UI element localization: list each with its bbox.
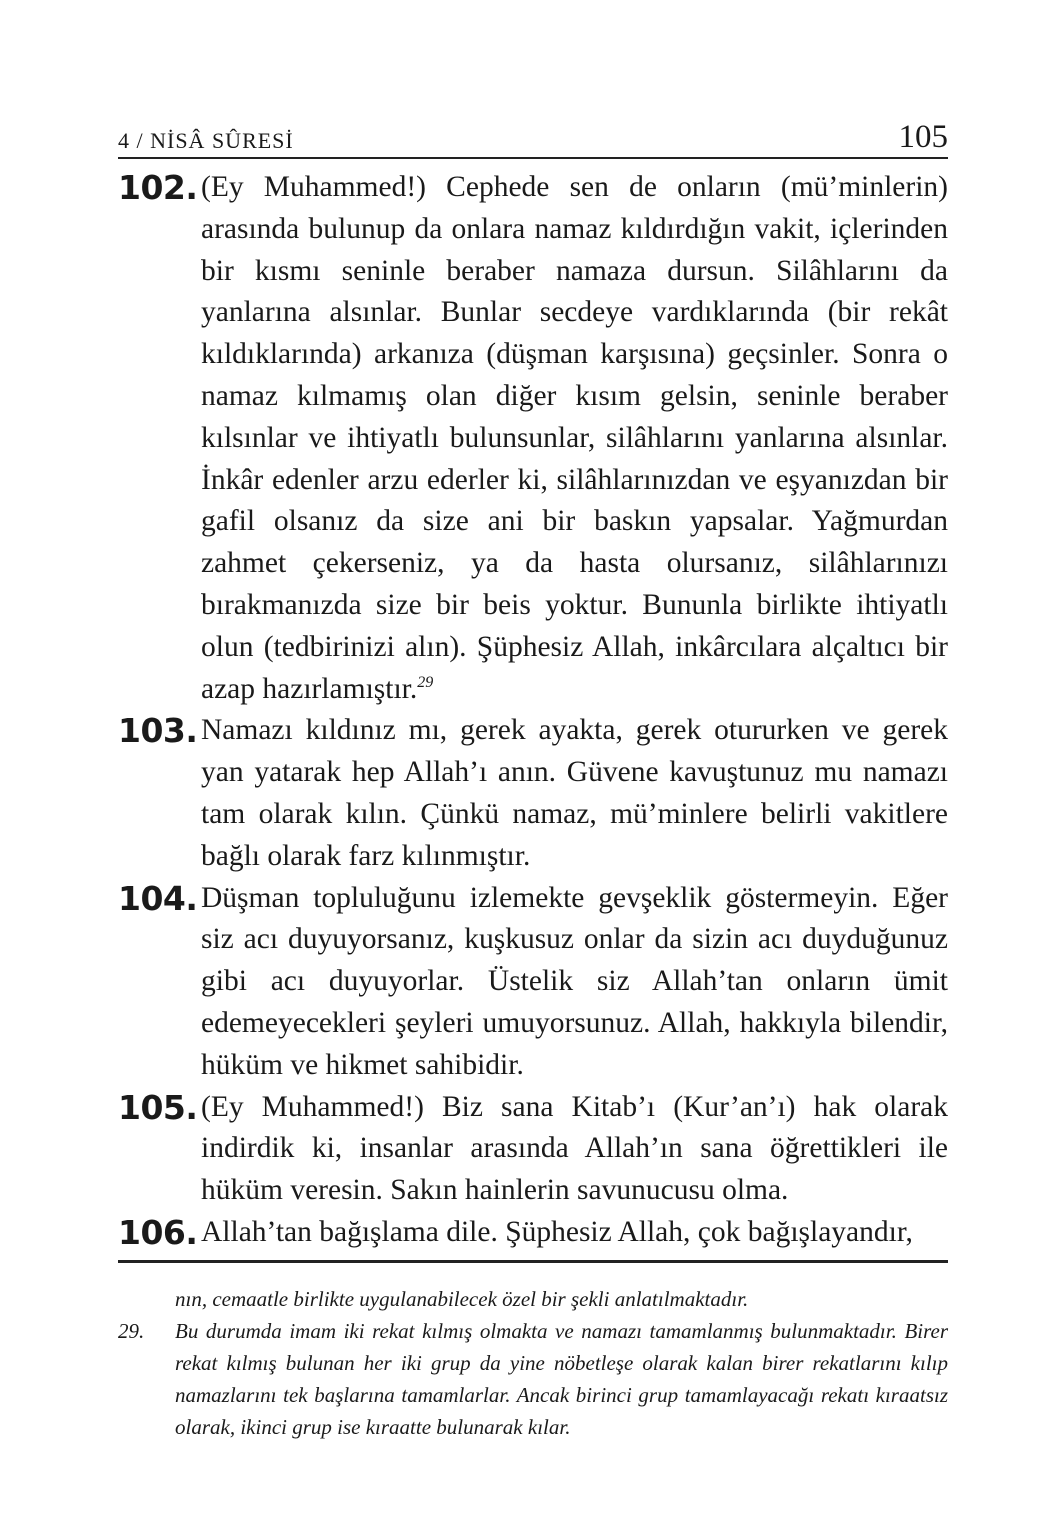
verse-text: (Ey Muhammed!) Cephede sen de onların (mü’minlerin) arasında bulunup da onlara namaz kıldırdığın vakit, içlerinden bir kısmı seninle beraber namaza dursun. Silâhlarını da yanlarına alsınlar. Bunlar secdeye vardıklarında (bir rekât kıldıklarında) arkanıza (düşman karşısına) geçsinler. Sonra o namaz kılmamış olan diğer kısım gelsin, seninle beraber kılsınlar ve ihtiyatlı bulunsunlar, silâhlarını yanlarına alsınlar. İnkâr edenler arzu ederler ki, silâhlarınızdan ve eşyanızdan bir gafil olsanız da size ani bir baskın yapsalar. Yağmurdan zahmet çekerseniz, ya da hasta olursanız, silâhlarınızı bırakmanızda size bir beis yoktur. Bununla birlikte ihtiyatlı olun (tedbirinizi alın). Şüphesiz Allah, inkârcılara alçaltıcı bir azap hazırlamıştır.: [201, 171, 948, 705]
verse-number: 106.: [118, 1212, 198, 1252]
verse-text: Allah’tan bağışlama dile. Şüphesiz Allah, çok bağışlayandır,: [201, 1215, 913, 1248]
footnote-number: 29.: [118, 1318, 145, 1343]
footnote-continuation: [118, 1283, 948, 1315]
verse-number: 103.: [118, 711, 198, 751]
page-header: [118, 110, 948, 159]
verse-text: (Ey Muhammed!) Biz sana Kitab’ı (Kur’an’ı) hak olarak indirdik ki, insanlar arasında Allah’ın sana öğrettikleri ile hüküm veresin. Sakın hainlerin savunucusu olma.: [201, 1090, 948, 1207]
footnote-divider: [118, 1260, 948, 1263]
verse-104: [118, 878, 948, 1087]
footnote-text: nın, cemaatle birlikte uygulanabilecek özel bir şekli anlatılmaktadır.: [175, 1286, 749, 1311]
footnote-ref[interactable]: 29: [417, 673, 434, 691]
verse-list: [118, 167, 948, 1254]
verse-106: [118, 1212, 948, 1254]
running-head: 4 / NİSÂ SÛRESİ: [118, 128, 294, 153]
verse-105: [118, 1087, 948, 1212]
footnote-text: Bu durumda imam iki rekat kılmış olmakta ve namazı tamamlanmış bulunmaktadır. Birer rekat kılmış bulunan her iki grup da yine nöbetleşe olarak kalan birer rekatlarını kılıp namazlarını tek başlarına tamamlarlar. Ancak birinci grup tamamlayacağı rekatı kıraatsız olarak, ikinci grup ise kıraatte bulunarak kılar.: [175, 1318, 948, 1439]
page-number: 105: [898, 119, 948, 155]
verse-number: 104.: [118, 878, 198, 918]
verse-102: [118, 167, 948, 710]
verse-text: Düşman topluluğunu izlemekte gevşeklik göstermeyin. Eğer siz acı duyuyorsanız, kuşkusuz onlar da sizin acı duyduğunuz gibi acı duyuyorlar. Üstelik siz Allah’tan onların ümit edemeyecekleri şeyleri umuyorsunuz. Allah, hakkıyla bilendir, hüküm ve hikmet sahibidir.: [201, 881, 948, 1081]
footnote-29: [118, 1315, 948, 1443]
footnotes: [118, 1283, 948, 1443]
verse-text: Namazı kıldınız mı, gerek ayakta, gerek otururken ve gerek yan yatarak hep Allah’ı anın. Güvene kavuştunuz mu namazı tam olarak kılın. Çünkü namaz, mü’minlere belirli vakitlere bağlı olarak farz kılınmıştır.: [201, 714, 948, 872]
verse-103: [118, 710, 948, 877]
verse-number: 105.: [118, 1087, 198, 1127]
verse-number: 102.: [118, 168, 198, 207]
page: [118, 110, 948, 1443]
